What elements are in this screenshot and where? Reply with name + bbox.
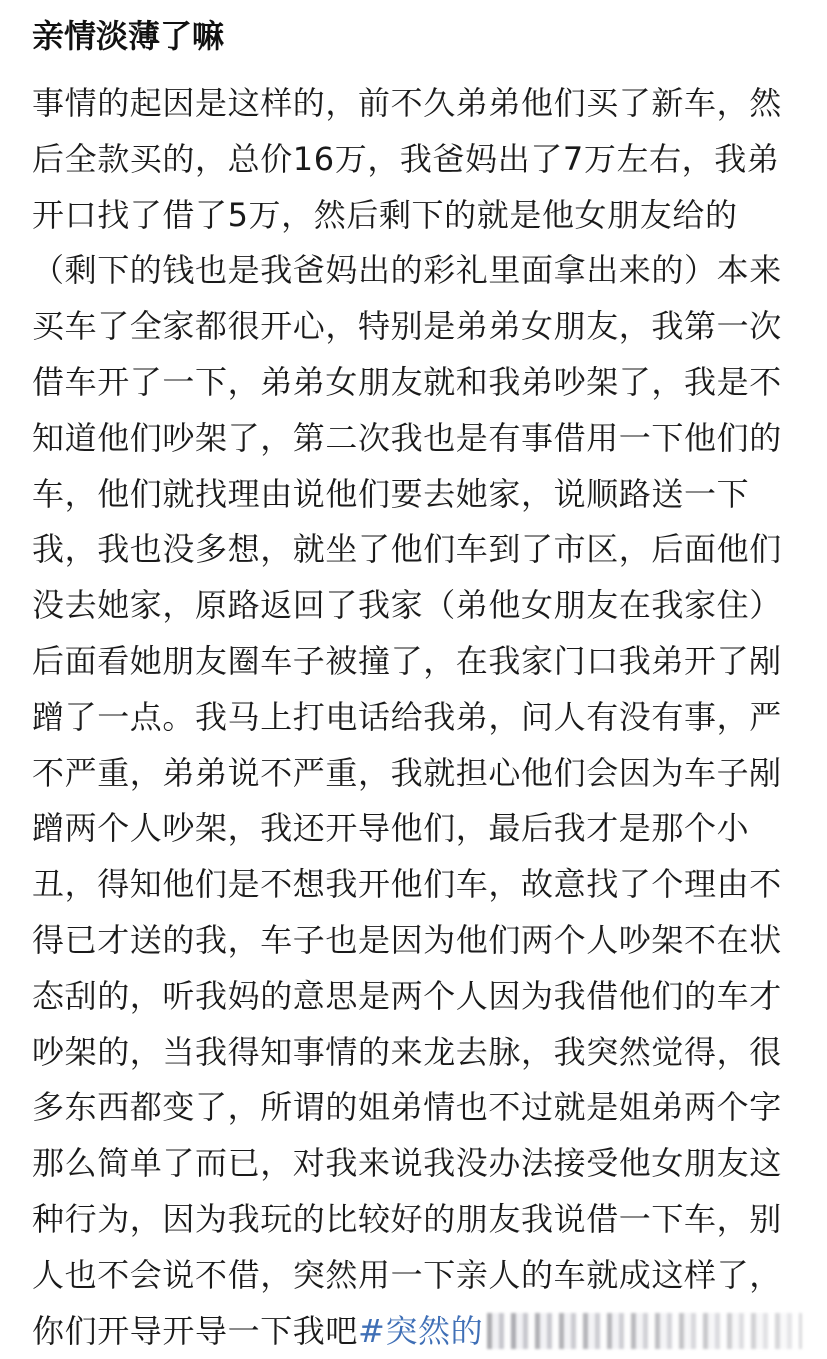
last-line-text: 你们开导开导一下我吧: [32, 1311, 359, 1350]
body-line: 蹭两个人吵架，我还开导他们，最后我才是那个小: [32, 809, 750, 848]
body-line: 车，他们就找理由说他们要去她家，说顺路送一下: [32, 474, 750, 513]
body-line: 得已才送的我，车子也是因为他们两个人吵架不在状: [32, 920, 782, 959]
body-line: 后全款买的，总价16万，我爸妈出了7万左右，我弟: [32, 139, 780, 178]
body-line: 没去她家，原路返回了我家（弟他女朋友在我家住）: [32, 586, 782, 625]
body-line: 吵架的，当我得知事情的来龙去脉，我突然觉得，很: [32, 1032, 782, 1071]
body-line: 那么简单了而已，对我来说我没办法接受他女朋友这: [32, 1144, 782, 1183]
body-line: 不严重，弟弟说不严重，我就担心他们会因为车子剐: [32, 753, 782, 792]
body-line: 态刮的，听我妈的意思是两个人因为我借他们的车才: [32, 976, 782, 1015]
body-line: 我，我也没多想，就坐了他们车到了市区，后面他们: [32, 530, 782, 569]
body-line: 买车了全家都很开心，特别是弟弟女朋友，我第一次: [32, 307, 782, 346]
body-line: 知道他们吵架了，第二次我也是有事借用一下他们的: [32, 418, 782, 457]
last-body-line: [32, 1304, 802, 1359]
body-line: 丑，得知他们是不想我开他们车，故意找了个理由不: [32, 865, 782, 904]
post-body: [32, 76, 802, 1359]
blurred-hashtag-mask: [487, 1313, 802, 1349]
body-line: （剩下的钱也是我爸妈出的彩礼里面拿出来的）本来: [32, 251, 782, 290]
body-line: 事情的起因是这样的，前不久弟弟他们买了新车，然: [32, 84, 782, 122]
body-line: 人也不会说不借，突然用一下亲人的车就成这样了，: [32, 1255, 782, 1294]
body-line: 多东西都变了，所谓的姐弟情也不过就是姐弟两个字: [32, 1088, 782, 1127]
body-line: 种行为，因为我玩的比较好的朋友我说借一下车，别: [32, 1199, 782, 1238]
body-line: 开口找了借了5万，然后剩下的就是他女朋友给的: [32, 195, 738, 234]
body-line: 蹭了一点。我马上打电话给我弟，问人有没有事，严: [32, 697, 782, 736]
post-title: 亲情淡薄了嘛: [32, 17, 225, 55]
body-line: 借车开了一下，弟弟女朋友就和我弟吵架了，我是不: [32, 362, 782, 401]
hashtag-link[interactable]: #突然的: [358, 1311, 484, 1350]
body-line: 后面看她朋友圈车子被撞了，在我家门口我弟开了剐: [32, 641, 782, 680]
